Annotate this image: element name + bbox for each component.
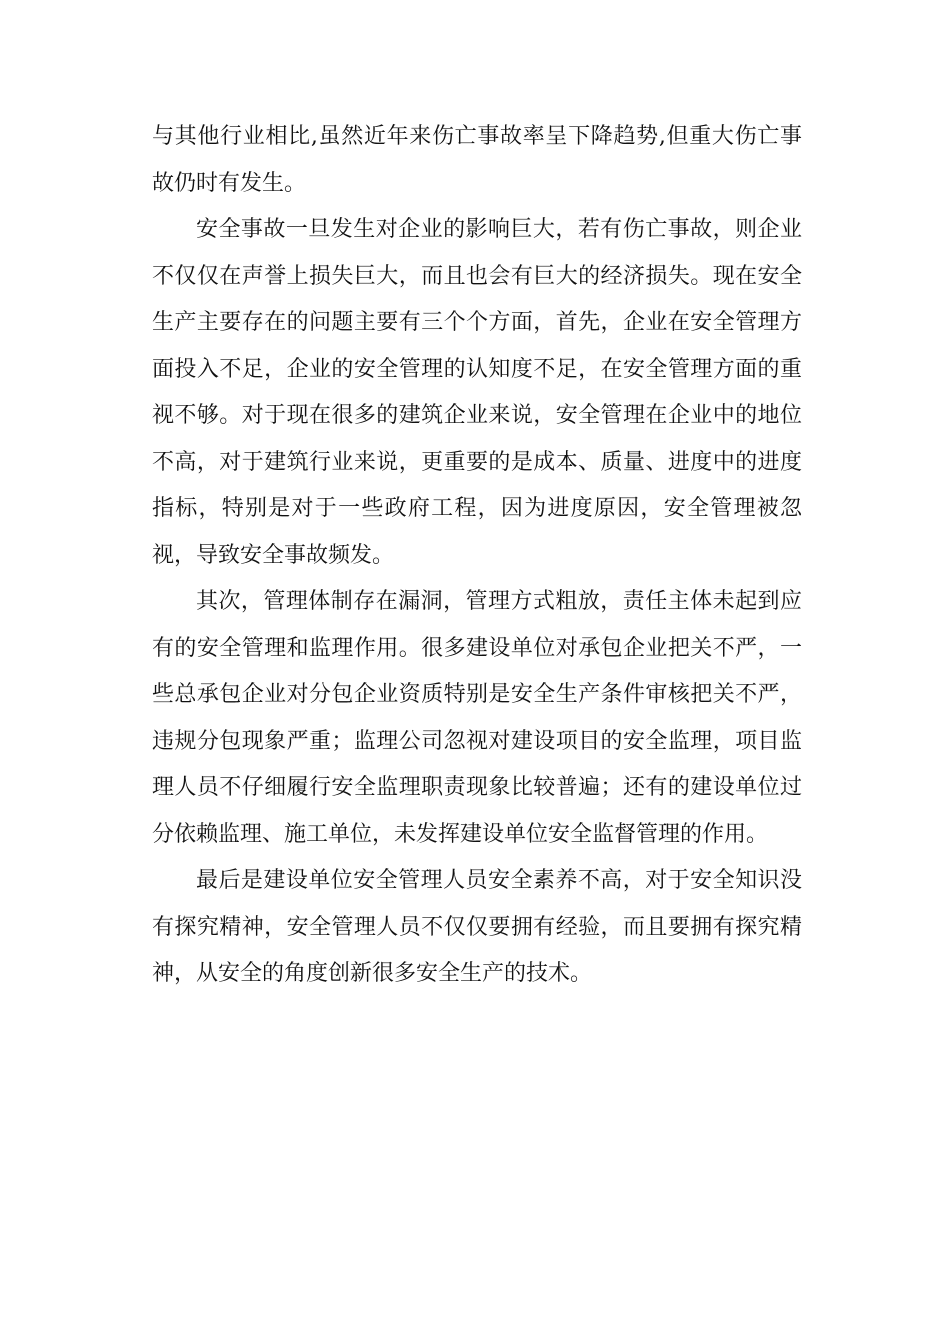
paragraph-continuation: 与其他行业相比,虽然近年来伤亡事故率呈下降趋势,但重大伤亡事故仍时有发生。	[152, 124, 802, 196]
paragraph-management-system: 其次，管理体制存在漏洞，管理方式粗放，责任主体未起到应有的安全管理和监理作用。很多建设单位对承包企业把关不严，一些总承包企业对分包企业资质特别是安全生产条件审核把关不严，违规分包现象严重；监理公司忽视对建设项目的安全监理，项目监理人员不仔细履行安全监理职责现象比较普遍；还有的建设单位过分依赖监理、施工单位，未发挥建设单位安全监督管理的作用。	[152, 589, 802, 847]
document-body	[152, 114, 802, 998]
paragraph-personnel-quality: 最后是建设单位安全管理人员安全素养不高，对于安全知识没有探究精神，安全管理人员不仅仅要拥有经验，而且要拥有探究精神，从安全的角度创新很多安全生产的技术。	[152, 868, 802, 986]
paragraph-accident-impact: 安全事故一旦发生对企业的影响巨大，若有伤亡事故，则企业不仅仅在声誉上损失巨大，而且也会有巨大的经济损失。现在安全生产主要存在的问题主要有三个个方面，首先，企业在安全管理方面投入不足，企业的安全管理的认知度不足，在安全管理方面的重视不够。对于现在很多的建筑企业来说，安全管理在企业中的地位不高，对于建筑行业来说，更重要的是成本、质量、进度中的进度指标，特别是对于一些政府工程，因为进度原因，安全管理被忽视，导致安全事故频发。	[152, 217, 802, 568]
